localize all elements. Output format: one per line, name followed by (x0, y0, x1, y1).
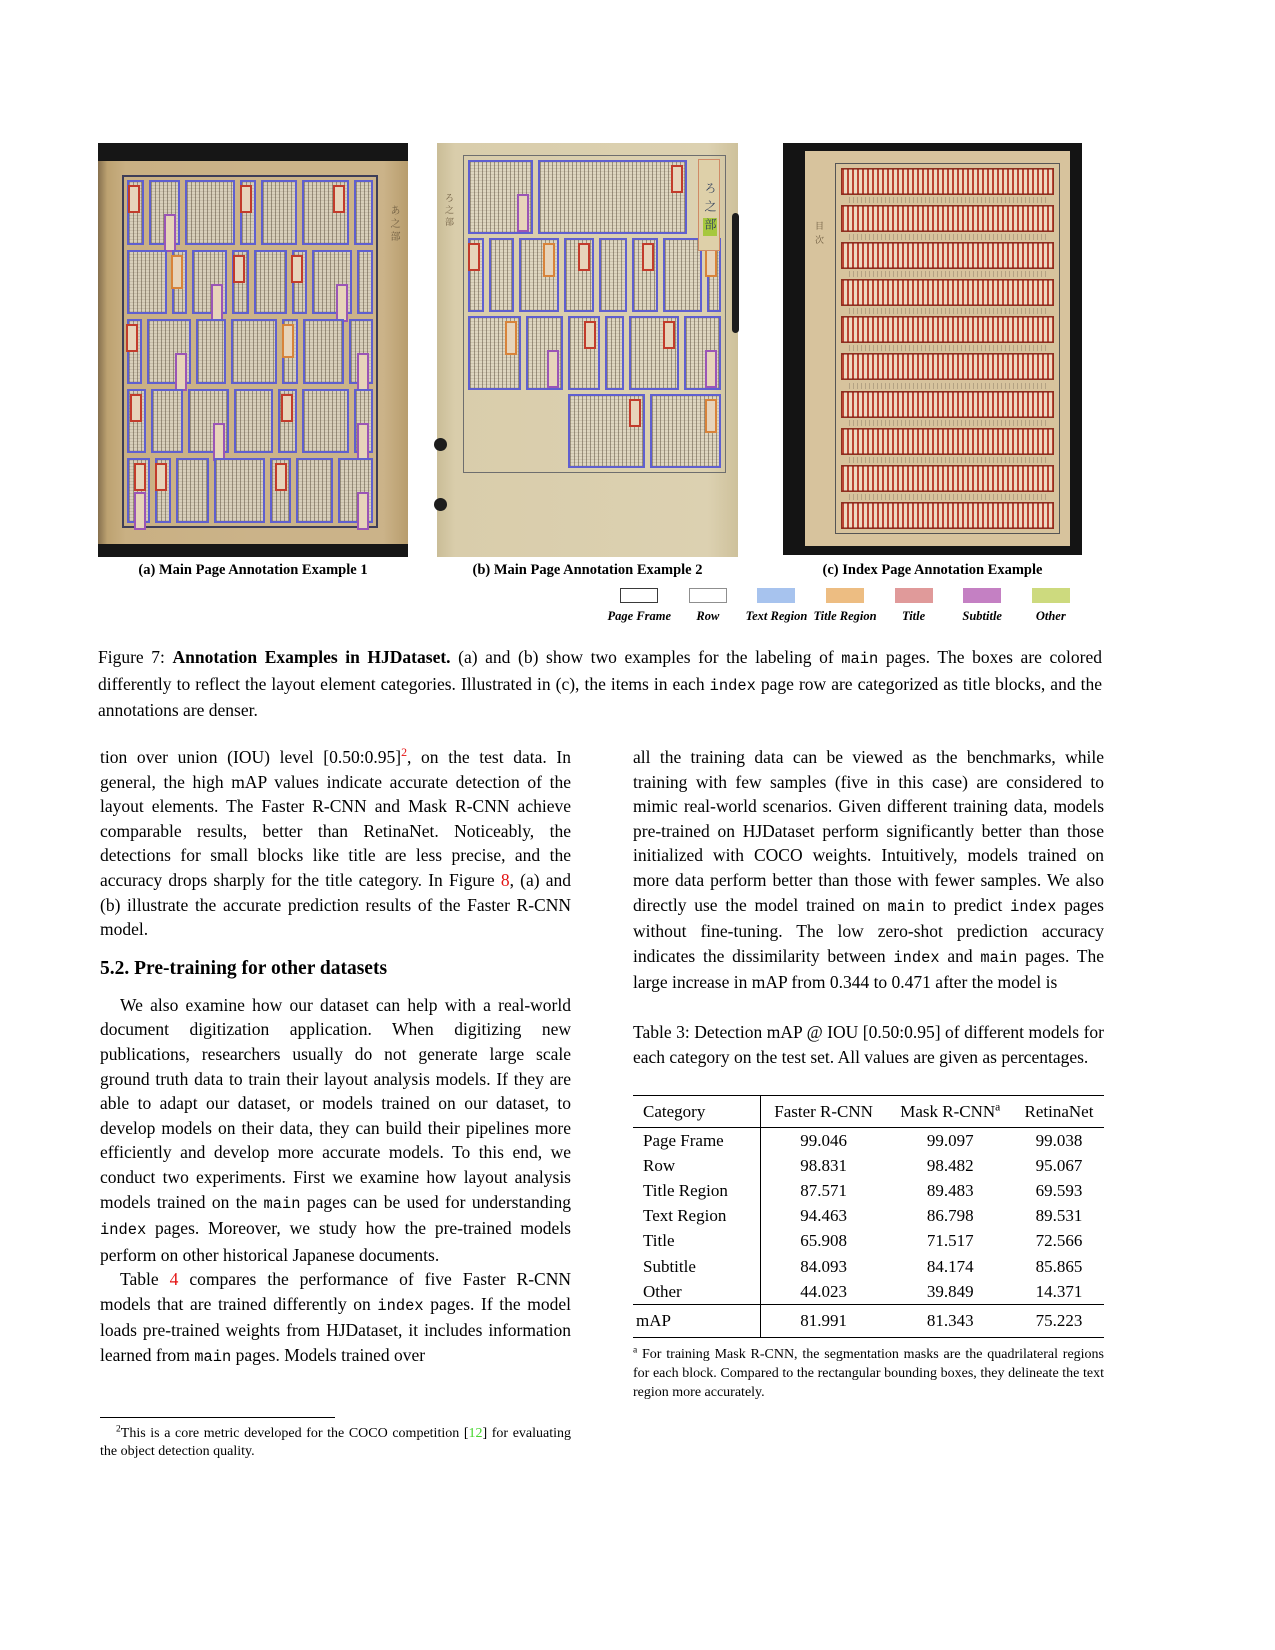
table3-caption: Table 3: Detection mAP @ IOU [0.50:0.95] of different models for each category on the test set. All values are given as percentages. (633, 1021, 1104, 1067)
scanned-page (437, 143, 738, 557)
binder-hole (434, 498, 447, 511)
page-frame-annotation (835, 163, 1060, 534)
cell: 85.865 (1035, 1256, 1083, 1276)
text-run: Faster R-CNN (774, 1102, 873, 1122)
section-marker-title-region (698, 159, 720, 251)
text-region-annotation (234, 389, 273, 454)
cell: 81.991 (760, 1305, 886, 1338)
cell: 69.593 (1035, 1181, 1083, 1201)
text-region-annotation (663, 238, 703, 312)
legend-item (948, 588, 1017, 624)
row-annotation (468, 394, 721, 468)
text-run: pages. If the model loads pre-trained weights from HJDataset, it includes information learned from (100, 1293, 572, 1366)
citation-link[interactable]: 12 (468, 1425, 483, 1441)
text-run: We also examine how our dataset can help with a real-world document digitization application. When digitizing new publications, researchers usually do not generate large scale ground truth data to train their layout analysis models. If they are able to adapt our dataset, or models trained on our dataset, to develop models on their data, they can build their pipelines more efficiently and develop more accurate models. To this end, we conduct two experiments. First we examine how layout analysis models trained on the (100, 994, 571, 1212)
photo-black-edge (98, 143, 408, 161)
text-region-annotation (605, 316, 624, 390)
text-region-annotation (155, 458, 171, 523)
text-region-annotation (349, 319, 373, 384)
legend-item (811, 588, 880, 624)
figure-image-index-page-annotation (783, 143, 1082, 555)
legend-label: Subtitle (962, 609, 1002, 623)
text-region-annotation (192, 250, 227, 315)
annotation-legend (605, 588, 1085, 624)
cell: 84.174 (926, 1256, 974, 1276)
text-run: pages without fine-tuning. The low zero-shot prediction accuracy indicates the dissimilarity between (633, 894, 1104, 966)
text-region-annotation (127, 319, 142, 384)
legend-swatch (689, 588, 727, 603)
title-annotation (134, 463, 146, 491)
subfigure-caption-a: (a) Main Page Annotation Example 1 (138, 562, 368, 578)
title-region-annotation (705, 399, 717, 433)
text-run: , on the test data. In general, the high mAP values indicate accurate detection of the layout elements. The Faster R-CNN and Mask R-CNN achieve comparable results, better than RetinaNet. Noticeably, the detections for small blocks like title are less precise, and the accuracy drops sharply for the title category. In Figure (100, 747, 572, 890)
cell: 86.798 (926, 1206, 974, 1226)
text-run: This is a core metric developed for the COCO competition [ (120, 1425, 469, 1441)
index-separator (849, 420, 1046, 426)
text-region-annotation (240, 180, 256, 245)
cell: Other (633, 1279, 760, 1305)
text-region-annotation (684, 316, 722, 390)
page-frame-annotation (122, 175, 378, 528)
index-title-band (841, 391, 1054, 418)
text-run: RetinaNet (1024, 1102, 1094, 1122)
index-separator (849, 271, 1046, 277)
text-region-annotation (149, 180, 180, 245)
cell: 95.067 (1035, 1155, 1083, 1175)
row-annotation (127, 319, 373, 384)
legend-swatch (895, 588, 933, 603)
text-region-annotation (354, 180, 373, 245)
cell: mAP (633, 1305, 760, 1338)
cell: 44.023 (800, 1281, 847, 1301)
photo-black-edge (732, 213, 739, 333)
column-header (633, 1096, 760, 1128)
text-region-annotation (172, 250, 187, 315)
cell: 84.093 (800, 1256, 847, 1276)
title-annotation (130, 394, 142, 422)
index-title-band (841, 316, 1054, 343)
text-run: pages. The boxes are colored differently to reflect the layout element categories. Illustrated in (c), the items in each (98, 647, 1102, 694)
cell: 39.849 (926, 1281, 974, 1301)
table-row (633, 1179, 1104, 1204)
legend-item (605, 588, 674, 624)
title-region-annotation (282, 324, 294, 358)
legend-item (1016, 588, 1085, 624)
legend-label: Other (1035, 609, 1066, 623)
legend-swatch (620, 588, 658, 603)
right-column (633, 745, 1104, 1402)
legend-swatch (1032, 588, 1070, 603)
text-region-annotation (632, 238, 657, 312)
cell: 89.483 (926, 1181, 974, 1201)
text-region-annotation (354, 389, 373, 454)
cell: 98.482 (926, 1155, 974, 1175)
figure-image-main-page-annotation-1 (98, 143, 408, 557)
text-region-annotation (127, 180, 144, 245)
subtitle-annotation (357, 492, 369, 530)
text-region-annotation (151, 389, 183, 454)
scanned-page (805, 151, 1070, 546)
legend-swatch (826, 588, 864, 603)
cell: 71.517 (926, 1231, 974, 1251)
text-run: pages can be used for understanding (300, 1191, 571, 1212)
text-region-annotation (599, 238, 627, 312)
text-run: For training Mask R-CNN, the segmentation masks are the quadrilateral regions for each block. Compared to the rectangular bounding boxes, they delineate the text region more accurately. (633, 1347, 1104, 1400)
text-run: a (633, 1345, 638, 1356)
text-region-annotation (270, 458, 291, 523)
column-header (1014, 1096, 1104, 1128)
title-annotation (240, 185, 252, 213)
subfigure-caption-b: (b) Main Page Annotation Example 2 (472, 562, 703, 578)
title-annotation (671, 165, 683, 193)
subtitle-annotation (357, 423, 369, 461)
cell: 89.531 (1035, 1206, 1083, 1226)
subtitle-annotation (705, 350, 717, 388)
cell: 81.343 (887, 1305, 1014, 1338)
subtitle-annotation (175, 353, 187, 391)
row-annotation (127, 458, 373, 523)
cell: Text Region (633, 1204, 760, 1229)
cell: Subtitle (633, 1254, 760, 1279)
cell: 75.223 (1014, 1305, 1104, 1338)
title-annotation (663, 321, 675, 349)
title-annotation (468, 243, 480, 271)
index-separator (849, 308, 1046, 314)
subtitle-annotation (134, 492, 146, 530)
text-region-annotation (185, 180, 235, 245)
table-row (633, 1204, 1104, 1229)
text-region-annotation (147, 319, 191, 384)
row-annotation (468, 316, 721, 390)
text-region-annotation (176, 458, 209, 523)
text-run: index (100, 1221, 147, 1240)
row-annotation (468, 160, 721, 234)
cell: 98.831 (800, 1155, 847, 1175)
text-region-annotation (357, 250, 373, 315)
index-title-band (841, 353, 1054, 380)
text-region-annotation (568, 316, 599, 390)
cell: 72.566 (1035, 1231, 1083, 1251)
text-region-annotation (278, 389, 297, 454)
text-run: Figure 7: (98, 647, 173, 667)
title-annotation (642, 243, 654, 271)
index-title-band (841, 205, 1054, 232)
text-region-annotation (196, 319, 227, 384)
text-region-annotation (127, 389, 146, 454)
subtitle-annotation (213, 423, 225, 461)
legend-label: Text Region (745, 609, 808, 623)
table-row (633, 1254, 1104, 1279)
page-frame-annotation (463, 155, 726, 473)
subfigure-caption-c: (c) Index Page Annotation Example (822, 562, 1043, 578)
title-annotation (281, 394, 293, 422)
title-annotation (126, 324, 138, 352)
cell: 87.571 (800, 1181, 847, 1201)
empty-page-area (468, 394, 563, 468)
index-title-band (841, 279, 1054, 306)
text-region-annotation (282, 319, 297, 384)
title-annotation (155, 463, 167, 491)
paragraph (100, 745, 571, 942)
table-footnote (633, 1346, 1104, 1402)
margin-vertical-text: ろ之部 (444, 193, 454, 229)
title-annotation (333, 185, 345, 213)
figure-image-main-page-annotation-2 (437, 143, 738, 557)
text-run: main (263, 1194, 301, 1213)
text-run: pages. Models trained over (231, 1345, 426, 1366)
footnote-rule (100, 1417, 335, 1418)
index-title-band (841, 242, 1054, 269)
text-run: ] for evaluating the object detection quality. (100, 1425, 572, 1460)
text-region-annotation (232, 250, 249, 315)
title-annotation (584, 321, 596, 349)
text-run: main (887, 897, 925, 916)
text-run: main (194, 1348, 232, 1367)
margin-vertical-text: あ之部 (388, 205, 399, 244)
text-run: tion over union (IOU) level [0.50:0.95] (100, 747, 402, 767)
text-region-annotation (254, 250, 287, 315)
scanned-page (98, 161, 408, 544)
index-separator (849, 234, 1046, 240)
index-title-band (841, 428, 1054, 455)
index-separator (849, 383, 1046, 389)
text-run: main (841, 650, 879, 668)
cell: 99.038 (1035, 1130, 1083, 1150)
title-region-annotation (171, 255, 183, 289)
left-column (100, 745, 571, 1462)
text-region-annotation (519, 238, 559, 312)
text-run: ろ之 (703, 182, 717, 218)
text-region-annotation (468, 160, 533, 234)
text-run: Category (643, 1102, 706, 1122)
text-run: compares the performance of five Faster R-CNN models that are trained differently on (100, 1269, 571, 1314)
index-title-band (841, 168, 1054, 195)
text-region-annotation (468, 316, 521, 390)
title-region-annotation (543, 243, 555, 277)
legend-label: Page Frame (607, 609, 672, 623)
legend-item (879, 588, 948, 624)
subtitle-annotation (547, 350, 559, 388)
text-region-annotation (538, 160, 687, 234)
row-annotation (127, 250, 373, 315)
title-annotation (233, 255, 245, 283)
text-region-annotation (188, 389, 230, 454)
subtitle-annotation (357, 353, 369, 391)
title-region-annotation (505, 321, 517, 355)
text-run: index (709, 676, 756, 695)
cell: Title Region (633, 1179, 760, 1204)
table-header-row (633, 1096, 1104, 1128)
legend-swatch (963, 588, 1001, 603)
text-region-annotation (302, 180, 350, 245)
cell: Page Frame (633, 1128, 760, 1154)
table-row (633, 1153, 1104, 1178)
text-run: 部 (703, 218, 717, 236)
figure7-caption (98, 645, 1102, 723)
section-heading: 5.2. Pre-training for other datasets (100, 957, 388, 979)
text-run: index (1010, 897, 1057, 916)
title-annotation (128, 185, 140, 213)
text-region-annotation (489, 238, 514, 312)
text-run: 2 (116, 1424, 121, 1434)
reference-link[interactable]: 4 (169, 1269, 179, 1290)
text-region-annotation (303, 319, 345, 384)
paragraph (100, 1267, 571, 1369)
cell: Row (633, 1153, 760, 1178)
text-run: and (939, 945, 981, 966)
legend-item (674, 588, 743, 624)
index-title-band (841, 465, 1054, 492)
index-separator (849, 457, 1046, 463)
reference-link[interactable]: 2 (401, 745, 408, 760)
text-region-annotation (214, 458, 266, 523)
row-annotation (127, 180, 373, 245)
legend-label: Title (902, 609, 926, 623)
title-annotation (578, 243, 590, 271)
paragraph (633, 745, 1104, 995)
text-run: pages. Moreover, we study how the pre-trained models perform on other historical Japanese documents. (100, 1218, 571, 1265)
text-region-annotation (127, 250, 167, 315)
legend-label: Row (696, 609, 720, 623)
subtitle-annotation (336, 284, 348, 322)
subtitle-annotation (211, 284, 223, 322)
text-region-annotation (468, 238, 484, 312)
cell: 65.908 (800, 1231, 847, 1251)
text-region-annotation (526, 316, 564, 390)
text-region-annotation (650, 394, 721, 468)
text-run: all the training data can be viewed as the benchmarks, while training with few samples (five in this case) are considered to mimic real-world scenarios. Given different training data, models pre-trained on HJDataset perform significantly better than those initialized with COCO weights. Intuitively, models trained on more data perform better than those with fewer samples. We also directly use the model trained on (633, 747, 1104, 915)
text-run: (a) and (b) show two examples for the labeling of (450, 647, 842, 667)
binder-hole (434, 438, 447, 451)
text-run: Mask R-CNN (900, 1102, 996, 1122)
legend-item (742, 588, 811, 624)
margin-vertical-text: 目次 (814, 221, 824, 249)
text-run: main (980, 948, 1018, 967)
text-region-annotation (338, 458, 373, 523)
text-run: page row are categorized as title blocks, and the annotations are denser. (98, 673, 1102, 721)
text-run: index (377, 1296, 424, 1315)
cell: 99.046 (800, 1130, 847, 1150)
text-region-annotation (564, 238, 594, 312)
title-annotation (275, 463, 287, 491)
index-separator (849, 197, 1046, 203)
cell: 94.463 (800, 1206, 847, 1226)
subtitle-annotation (517, 194, 529, 232)
text-run: pages. The large increase in mAP from 0.344 to 0.471 after the model is (633, 945, 1104, 993)
text-run: index (893, 948, 940, 967)
subtitle-annotation (164, 214, 176, 252)
footnote (100, 1425, 571, 1462)
text-run: a (995, 1100, 1001, 1114)
legend-swatch (757, 588, 795, 603)
legend-label: Title Region (813, 609, 877, 623)
text-region-annotation (231, 319, 277, 384)
column-header (760, 1096, 886, 1128)
table-row (633, 1128, 1104, 1154)
row-annotation (127, 389, 373, 454)
text-region-annotation (292, 250, 307, 315)
cell: 14.371 (1035, 1281, 1083, 1301)
table-row (633, 1279, 1104, 1305)
text-run: to predict (924, 894, 1011, 915)
photo-black-edge (98, 544, 408, 557)
table-map-row (633, 1305, 1104, 1338)
cell: Title (633, 1229, 760, 1254)
table-3 (633, 1095, 1104, 1338)
paragraph (100, 993, 571, 1268)
text-region-annotation (127, 458, 150, 523)
text-region-annotation (296, 458, 333, 523)
text-region-annotation (629, 316, 679, 390)
title-annotation (291, 255, 303, 283)
column-header (887, 1096, 1014, 1128)
text-region-annotation (312, 250, 352, 315)
cell: 99.097 (926, 1130, 974, 1150)
index-title-band (841, 502, 1054, 529)
text-region-annotation (302, 389, 349, 454)
index-separator (849, 345, 1046, 351)
row-annotation (468, 238, 721, 312)
text-run: Annotation Examples in HJDataset. (172, 647, 451, 667)
index-separator (849, 494, 1046, 500)
title-annotation (629, 399, 641, 427)
text-run: , (a) and (b) illustrate the accurate prediction results of the Faster R-CNN model. (100, 869, 571, 940)
table-row (633, 1229, 1104, 1254)
reference-link[interactable]: 8 (500, 869, 510, 890)
text-region-annotation (568, 394, 645, 468)
text-region-annotation (261, 180, 297, 245)
text-run: Table (120, 1269, 170, 1290)
